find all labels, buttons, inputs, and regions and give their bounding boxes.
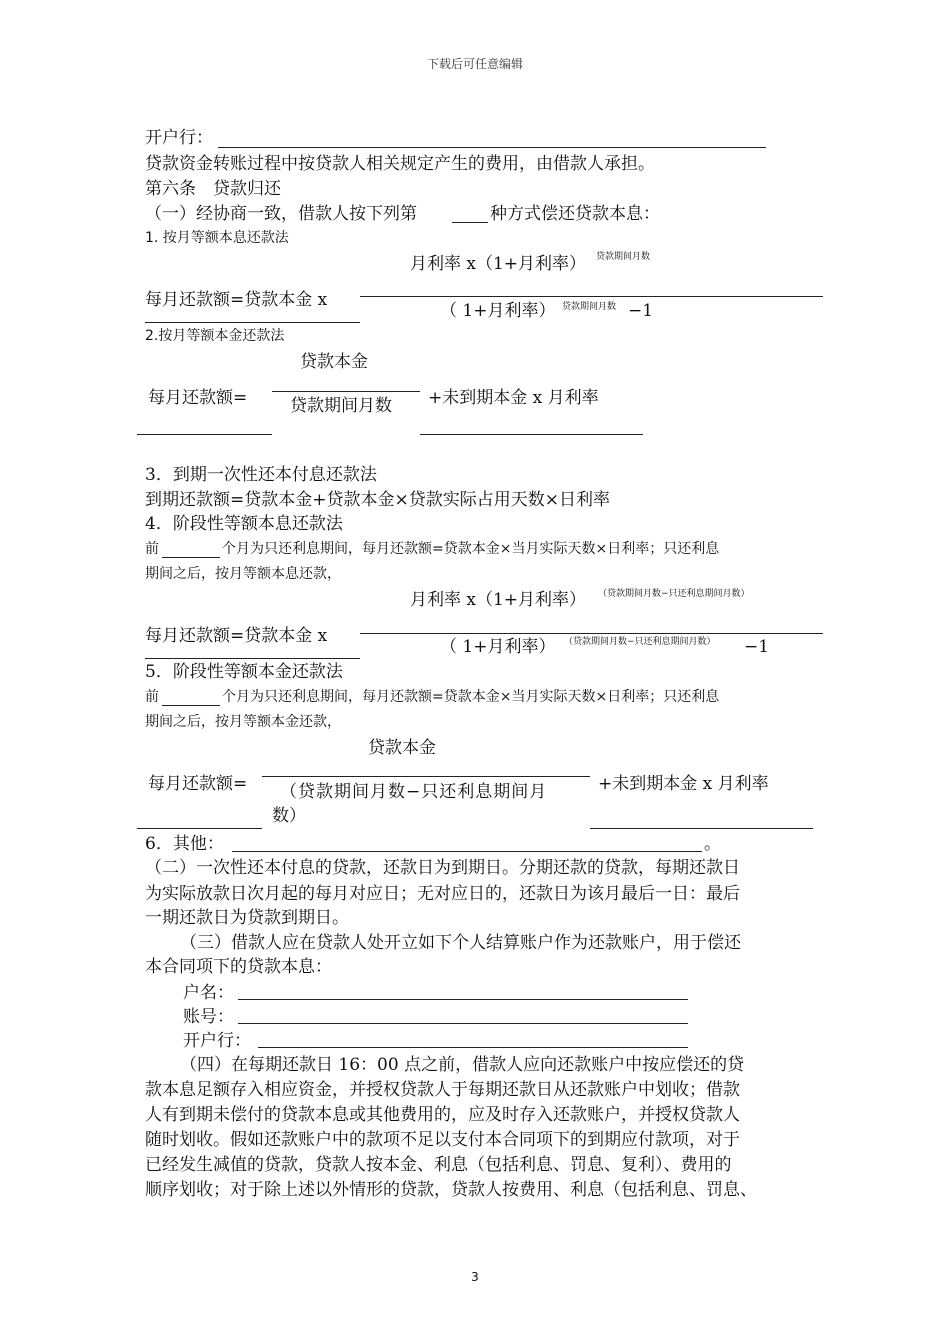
bank-label: 开户行： bbox=[145, 128, 213, 148]
method1-fraction-bar bbox=[360, 296, 823, 297]
method5-months-blank bbox=[162, 705, 220, 706]
sec2-line2: 为实际放款日次月起的每月对应日；无对应日的，还款日为该月最后一日：最后 bbox=[145, 884, 740, 904]
sec3-line2: 本合同项下的贷款本息： bbox=[145, 957, 332, 977]
method5-denominator-1: （贷款期间月数−只还利息期间月 bbox=[280, 782, 548, 802]
method4-line1-b: 个月为只还利息期间，每月还款额=贷款本金×当月实际天数×日利率；只还利息 bbox=[222, 541, 720, 557]
method2-lhs: 每月还款额= bbox=[148, 388, 248, 408]
method6-label: 6．其他： bbox=[145, 834, 224, 854]
method4-months-blank bbox=[162, 557, 220, 558]
method5-fraction-bar bbox=[262, 776, 590, 777]
sec2-line3: 一期还款日为贷款到期日。 bbox=[145, 908, 349, 928]
account-bank-label: 开户行： bbox=[183, 1031, 251, 1051]
method6-blank bbox=[232, 851, 702, 852]
method4-numerator-exp: （贷款期间月数−只还利息期间月数） bbox=[598, 589, 750, 599]
page-header: 下载后可任意编辑 bbox=[426, 57, 523, 71]
method2-under-line-left bbox=[137, 434, 272, 435]
method2-tail: +未到期本金 x 月利率 bbox=[428, 388, 599, 408]
sec4-line3: 人有到期未偿付的贷款本息或其他费用的，应及时存入还款账户，并授权贷款人 bbox=[145, 1105, 740, 1125]
sec1-text-a: （一）经协商一致，借款人按下列第 bbox=[145, 204, 417, 224]
account-bank-blank bbox=[258, 1047, 688, 1048]
method5-tail: +未到期本金 x 月利率 bbox=[598, 774, 769, 794]
method1-denominator-exp: 贷款期间月数 bbox=[562, 302, 617, 312]
sec2-line1: （二）一次性还本付息的贷款，还款日为到期日。分期还款的贷款，每期还款日 bbox=[145, 858, 740, 878]
method3-formula: 到期还款额=贷款本金+贷款本金×贷款实际占用天数×日利率 bbox=[145, 490, 610, 510]
method4-under-line bbox=[145, 658, 360, 659]
fee-note: 贷款资金转账过程中按贷款人相关规定产生的费用，由借款人承担。 bbox=[145, 154, 655, 174]
account-name-blank bbox=[238, 999, 688, 1000]
method4-denominator-exp: （贷款期间月数−只还利息期间月数） bbox=[564, 637, 716, 647]
sec1-text-b: 种方式偿还贷款本息： bbox=[490, 204, 660, 224]
method4-fraction-bar bbox=[360, 633, 823, 634]
sec4-line6: 顺序划收；对于除上述以外情形的贷款，贷款人按费用、利息（包括利息、罚息、 bbox=[145, 1180, 757, 1200]
method2-title: 2.按月等额本金还款法 bbox=[145, 328, 285, 344]
method-number-blank bbox=[452, 222, 488, 223]
method4-line2: 期间之后，按月等额本息还款， bbox=[145, 566, 341, 582]
method1-numerator: 月利率 x（1+月利率） bbox=[410, 254, 587, 274]
method2-numerator: 贷款本金 bbox=[300, 352, 368, 372]
method2-under-line-right bbox=[420, 434, 643, 435]
sec3-line1: （三）借款人应在贷款人处开立如下个人结算账户作为还款账户，用于偿还 bbox=[180, 933, 741, 953]
method4-denominator: （ 1+月利率） bbox=[440, 637, 556, 657]
method4-title: 4．阶段性等额本息还款法 bbox=[145, 514, 343, 534]
method5-denominator-2: 数） bbox=[272, 806, 306, 826]
method4-lhs: 每月还款额=贷款本金 x bbox=[145, 626, 328, 646]
sec4-line2: 款本息足额存入相应资金，并授权贷款人于每期还款日从还款账户中划收；借款 bbox=[145, 1080, 740, 1100]
method5-line1-b: 个月为只还利息期间，每月还款额=贷款本金×当月实际天数×日利率；只还利息 bbox=[222, 689, 720, 705]
method1-title: 1. 按月等额本息还款法 bbox=[145, 230, 289, 246]
method2-denominator: 贷款期间月数 bbox=[290, 396, 392, 416]
method4-line1-a: 前 bbox=[145, 541, 159, 557]
sec4-line5: 已经发生减值的贷款，贷款人按本金、利息（包括利息、罚息、复利）、费用的 bbox=[145, 1155, 732, 1175]
method3-title: 3．到期一次性还本付息还款法 bbox=[145, 465, 377, 485]
method4-denominator-tail: −1 bbox=[744, 637, 770, 657]
method6-end: 。 bbox=[704, 834, 721, 854]
method1-under-line bbox=[145, 322, 360, 323]
account-number-blank bbox=[238, 1023, 688, 1024]
method5-line1-a: 前 bbox=[145, 689, 159, 705]
method5-numerator: 贷款本金 bbox=[368, 738, 436, 758]
method5-title: 5．阶段性等额本金还款法 bbox=[145, 662, 343, 682]
page-number: 3 bbox=[471, 1270, 479, 1284]
account-name-label: 户名： bbox=[183, 983, 234, 1003]
method4-numerator: 月利率 x（1+月利率） bbox=[410, 590, 587, 610]
method1-lhs: 每月还款额=贷款本金 x bbox=[145, 290, 328, 310]
bank-blank bbox=[218, 147, 766, 148]
method1-denominator-tail: −1 bbox=[628, 301, 654, 321]
method1-denominator: （ 1+月利率） bbox=[440, 301, 556, 321]
method1-numerator-exp: 贷款期间月数 bbox=[596, 252, 651, 262]
method5-under-line-left bbox=[137, 828, 262, 829]
method5-line2: 期间之后，按月等额本金还款， bbox=[145, 714, 341, 730]
article-6-title: 第六条 贷款归还 bbox=[145, 179, 281, 199]
account-number-label: 账号： bbox=[183, 1007, 234, 1027]
sec4-line1: （四）在每期还款日 16：00 点之前，借款人应向还款账户中按应偿还的贷 bbox=[180, 1055, 745, 1075]
method2-fraction-bar bbox=[272, 391, 420, 392]
sec4-line4: 随时划收。假如还款账户中的款项不足以支付本合同项下的到期应付款项，对于 bbox=[145, 1130, 740, 1150]
method5-under-line-right bbox=[590, 828, 813, 829]
method5-lhs: 每月还款额= bbox=[148, 774, 248, 794]
